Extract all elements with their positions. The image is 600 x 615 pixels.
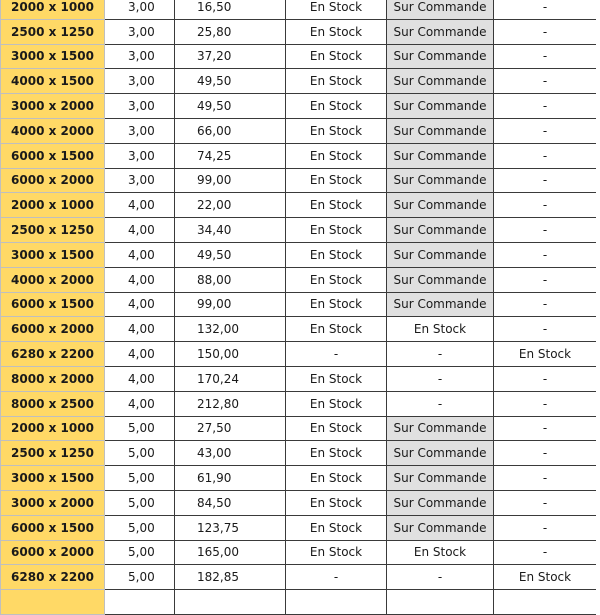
- weight-cell: 43,00: [175, 441, 286, 466]
- special-status-cell: -: [494, 242, 597, 267]
- stock-status-cell: En Stock: [286, 242, 387, 267]
- stock-status-cell: En Stock: [286, 466, 387, 491]
- thickness-cell: 5,00: [105, 441, 175, 466]
- dimension-cell: 2000 x 1000: [1, 0, 105, 19]
- stock-status-cell: En Stock: [286, 416, 387, 441]
- special-status-cell: -: [494, 0, 597, 19]
- order-status-cell: Sur Commande: [387, 168, 494, 193]
- special-status-cell: -: [494, 69, 597, 94]
- thickness-cell: 5,00: [105, 540, 175, 565]
- thickness-cell: 4,00: [105, 193, 175, 218]
- order-status-cell: En Stock: [387, 317, 494, 342]
- thickness-cell: 4,00: [105, 391, 175, 416]
- order-status-cell: Sur Commande: [387, 441, 494, 466]
- weight-cell: 49,50: [175, 242, 286, 267]
- order-status-cell: Sur Commande: [387, 218, 494, 243]
- thickness-cell: 3,00: [105, 19, 175, 44]
- order-status-cell: Sur Commande: [387, 515, 494, 540]
- weight-cell: 88,00: [175, 267, 286, 292]
- order-status-cell: Sur Commande: [387, 94, 494, 119]
- thickness-cell: 3,00: [105, 44, 175, 69]
- special-status-cell: -: [494, 19, 597, 44]
- table-row: [1, 168, 597, 193]
- thickness-cell: 3,00: [105, 94, 175, 119]
- stock-status-cell: En Stock: [286, 118, 387, 143]
- order-status-cell: Sur Commande: [387, 19, 494, 44]
- order-status-cell: Sur Commande: [387, 292, 494, 317]
- table-row: [1, 94, 597, 119]
- special-status-cell: -: [494, 168, 597, 193]
- weight-cell: 61,90: [175, 466, 286, 491]
- stock-status-cell: [286, 590, 387, 615]
- weight-cell: 49,50: [175, 94, 286, 119]
- thickness-cell: 3,00: [105, 0, 175, 19]
- table-row: [1, 69, 597, 94]
- stock-status-cell: En Stock: [286, 193, 387, 218]
- order-status-cell: Sur Commande: [387, 0, 494, 19]
- order-status-cell: -: [387, 391, 494, 416]
- weight-cell: 165,00: [175, 540, 286, 565]
- special-status-cell: -: [494, 193, 597, 218]
- weight-cell: 170,24: [175, 366, 286, 391]
- table-row: [1, 193, 597, 218]
- dimension-cell: 2500 x 1250: [1, 218, 105, 243]
- order-status-cell: -: [387, 366, 494, 391]
- weight-cell: 16,50: [175, 0, 286, 19]
- dimension-cell: 6000 x 2000: [1, 168, 105, 193]
- dimension-cell: 8000 x 2000: [1, 366, 105, 391]
- special-status-cell: En Stock: [494, 565, 597, 590]
- weight-cell: 212,80: [175, 391, 286, 416]
- table-row: [1, 515, 597, 540]
- table-row: [1, 267, 597, 292]
- stock-status-cell: En Stock: [286, 540, 387, 565]
- table-row: [1, 490, 597, 515]
- dimension-cell: 3000 x 1500: [1, 44, 105, 69]
- special-status-cell: -: [494, 366, 597, 391]
- weight-cell: 74,25: [175, 143, 286, 168]
- dimension-cell: 3000 x 1500: [1, 242, 105, 267]
- weight-cell: [175, 590, 286, 615]
- special-status-cell: -: [494, 44, 597, 69]
- thickness-cell: 3,00: [105, 143, 175, 168]
- weight-cell: 182,85: [175, 565, 286, 590]
- dimension-cell: [1, 590, 105, 615]
- table-row: [1, 366, 597, 391]
- thickness-cell: 5,00: [105, 416, 175, 441]
- table-row: [1, 292, 597, 317]
- table-row: [1, 118, 597, 143]
- special-status-cell: -: [494, 391, 597, 416]
- order-status-cell: Sur Commande: [387, 118, 494, 143]
- table-row: [1, 565, 597, 590]
- special-status-cell: -: [494, 540, 597, 565]
- order-status-cell: En Stock: [387, 540, 494, 565]
- thickness-cell: 4,00: [105, 218, 175, 243]
- dimension-cell: 4000 x 1500: [1, 69, 105, 94]
- dimension-cell: 6280 x 2200: [1, 342, 105, 367]
- dimension-cell: 6000 x 1500: [1, 292, 105, 317]
- table-row: [1, 44, 597, 69]
- weight-cell: 27,50: [175, 416, 286, 441]
- table-row: [1, 540, 597, 565]
- weight-cell: 25,80: [175, 19, 286, 44]
- weight-cell: 132,00: [175, 317, 286, 342]
- stock-status-cell: En Stock: [286, 218, 387, 243]
- stock-status-cell: En Stock: [286, 317, 387, 342]
- weight-cell: 34,40: [175, 218, 286, 243]
- stock-status-cell: En Stock: [286, 168, 387, 193]
- thickness-cell: 4,00: [105, 317, 175, 342]
- stock-status-cell: En Stock: [286, 143, 387, 168]
- order-status-cell: Sur Commande: [387, 69, 494, 94]
- special-status-cell: [494, 590, 597, 615]
- table-row: [1, 391, 597, 416]
- stock-status-cell: En Stock: [286, 490, 387, 515]
- thickness-cell: 5,00: [105, 490, 175, 515]
- dimension-cell: 6000 x 2000: [1, 540, 105, 565]
- weight-cell: 123,75: [175, 515, 286, 540]
- special-status-cell: -: [494, 292, 597, 317]
- stock-status-cell: En Stock: [286, 366, 387, 391]
- special-status-cell: -: [494, 490, 597, 515]
- thickness-cell: 4,00: [105, 292, 175, 317]
- dimension-cell: 2500 x 1250: [1, 19, 105, 44]
- order-status-cell: Sur Commande: [387, 193, 494, 218]
- weight-cell: 49,50: [175, 69, 286, 94]
- thickness-cell: 4,00: [105, 267, 175, 292]
- stock-status-cell: En Stock: [286, 292, 387, 317]
- order-status-cell: Sur Commande: [387, 267, 494, 292]
- thickness-cell: 3,00: [105, 168, 175, 193]
- order-status-cell: -: [387, 342, 494, 367]
- stock-status-cell: En Stock: [286, 441, 387, 466]
- table-row: [1, 466, 597, 491]
- order-status-cell: Sur Commande: [387, 143, 494, 168]
- dimension-cell: 6000 x 2000: [1, 317, 105, 342]
- dimension-cell: 2000 x 1000: [1, 416, 105, 441]
- special-status-cell: -: [494, 466, 597, 491]
- stock-status-cell: En Stock: [286, 69, 387, 94]
- table-row: [1, 218, 597, 243]
- stock-status-cell: -: [286, 342, 387, 367]
- thickness-cell: 5,00: [105, 515, 175, 540]
- special-status-cell: -: [494, 317, 597, 342]
- dimension-cell: 6000 x 1500: [1, 143, 105, 168]
- table-row: [1, 342, 597, 367]
- weight-cell: 22,00: [175, 193, 286, 218]
- order-status-cell: Sur Commande: [387, 242, 494, 267]
- dimension-cell: 2000 x 1000: [1, 193, 105, 218]
- order-status-cell: Sur Commande: [387, 466, 494, 491]
- dimension-cell: 3000 x 2000: [1, 490, 105, 515]
- stock-status-cell: En Stock: [286, 267, 387, 292]
- special-status-cell: -: [494, 267, 597, 292]
- order-status-cell: Sur Commande: [387, 44, 494, 69]
- dimension-cell: 4000 x 2000: [1, 118, 105, 143]
- stock-status-cell: En Stock: [286, 0, 387, 19]
- thickness-cell: 3,00: [105, 118, 175, 143]
- stock-status-cell: En Stock: [286, 19, 387, 44]
- table-row: [1, 19, 597, 44]
- stock-status-cell: En Stock: [286, 515, 387, 540]
- special-status-cell: -: [494, 416, 597, 441]
- special-status-cell: -: [494, 218, 597, 243]
- order-status-cell: -: [387, 565, 494, 590]
- weight-cell: 150,00: [175, 342, 286, 367]
- table-row: [1, 0, 597, 19]
- dimension-cell: 3000 x 2000: [1, 94, 105, 119]
- weight-cell: 37,20: [175, 44, 286, 69]
- special-status-cell: -: [494, 515, 597, 540]
- special-status-cell: -: [494, 94, 597, 119]
- thickness-cell: [105, 590, 175, 615]
- special-status-cell: -: [494, 441, 597, 466]
- special-status-cell: -: [494, 143, 597, 168]
- thickness-cell: 5,00: [105, 466, 175, 491]
- thickness-cell: 4,00: [105, 342, 175, 367]
- table-row: [1, 441, 597, 466]
- thickness-cell: 5,00: [105, 565, 175, 590]
- stock-status-cell: En Stock: [286, 44, 387, 69]
- table-row: [1, 590, 597, 615]
- dimension-cell: 2500 x 1250: [1, 441, 105, 466]
- table-row: [1, 317, 597, 342]
- thickness-cell: 4,00: [105, 242, 175, 267]
- stock-status-cell: En Stock: [286, 94, 387, 119]
- weight-cell: 99,00: [175, 168, 286, 193]
- weight-cell: 84,50: [175, 490, 286, 515]
- table-row: [1, 143, 597, 168]
- special-status-cell: En Stock: [494, 342, 597, 367]
- special-status-cell: -: [494, 118, 597, 143]
- dimension-cell: 8000 x 2500: [1, 391, 105, 416]
- dimension-cell: 6280 x 2200: [1, 565, 105, 590]
- dimension-cell: 3000 x 1500: [1, 466, 105, 491]
- order-status-cell: Sur Commande: [387, 416, 494, 441]
- stock-status-cell: -: [286, 565, 387, 590]
- weight-cell: 99,00: [175, 292, 286, 317]
- table-body: [1, 0, 597, 614]
- table-row: [1, 416, 597, 441]
- order-status-cell: [387, 590, 494, 615]
- weight-cell: 66,00: [175, 118, 286, 143]
- thickness-cell: 4,00: [105, 366, 175, 391]
- stock-status-cell: En Stock: [286, 391, 387, 416]
- dimension-cell: 4000 x 2000: [1, 267, 105, 292]
- dimension-cell: 6000 x 1500: [1, 515, 105, 540]
- thickness-cell: 3,00: [105, 69, 175, 94]
- order-status-cell: Sur Commande: [387, 490, 494, 515]
- table-row: [1, 242, 597, 267]
